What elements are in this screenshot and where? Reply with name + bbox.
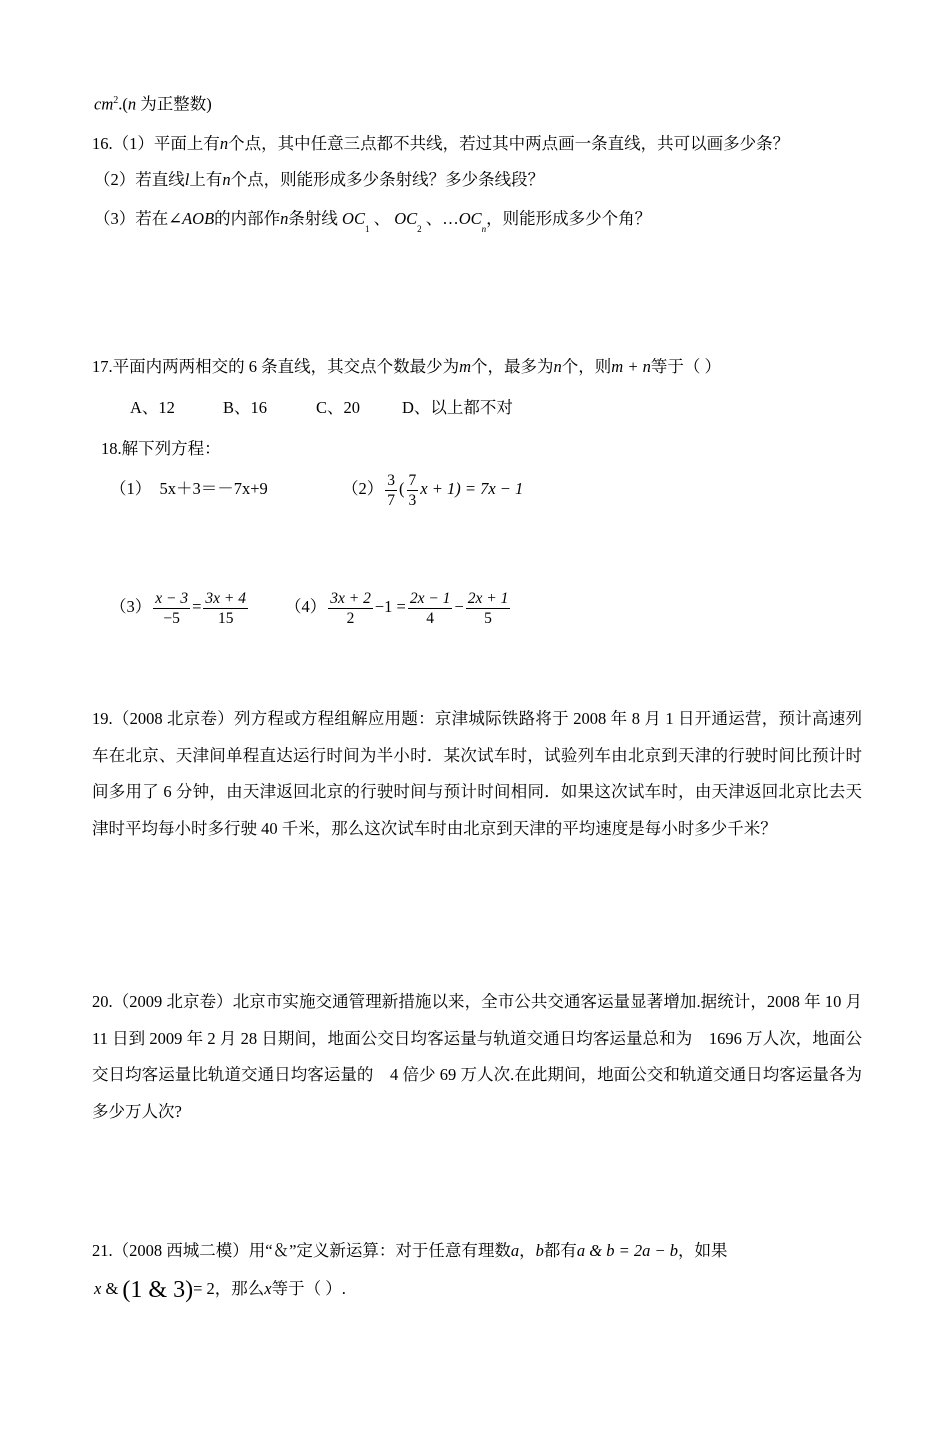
text-frag: （3）若在	[94, 209, 169, 228]
fraction	[466, 589, 511, 628]
angle-aob: ∠AOB	[168, 209, 215, 228]
text-frag: 个，最多为	[471, 357, 554, 376]
equation: 5x＋3＝－7x+9	[159, 479, 268, 498]
numerator: 7	[408, 471, 417, 489]
eq-label: （3）	[110, 597, 152, 616]
denominator: 2	[346, 609, 355, 627]
text-frag: 等于（ ）.	[271, 1279, 346, 1298]
numerator: x − 3	[155, 589, 189, 607]
text-frag: 、…	[425, 209, 459, 228]
text-frag: 16.（1）平面上有	[92, 134, 220, 153]
continued-line	[94, 90, 212, 116]
numerator: 2x + 1	[467, 589, 509, 607]
text-frag: .(	[118, 94, 128, 114]
q18-eq3	[110, 584, 250, 630]
text-frag: 17.平面内两两相交的 6 条直线，其交点个数最少为	[92, 357, 460, 376]
unit-sup: 2	[113, 95, 119, 106]
q16-part1	[92, 133, 789, 155]
text-frag: ，那么	[214, 1279, 265, 1298]
q21-line2	[94, 1278, 346, 1301]
numerator: 3x + 4	[205, 589, 246, 607]
denominator: −5	[163, 609, 180, 627]
text-frag: ，则能形成多少个角？	[486, 209, 652, 228]
definition-expr: a & b = 2a − b	[576, 1241, 679, 1260]
q16-part3	[94, 208, 651, 232]
q20-paragraph: 20.（2009 北京卷）北京市实施交通管理新措施以来，全市公共交通客运量显著增加.据统计，2008 年 10 月 11 日到 2009 年 2 月 28 日期间，地面公交日均客运量与轨道交通日均客运量总和为 1696 万人次，地面公交日均客运量比轨道交通日均客运量的 4 倍少 69 万人次.在此期间，地面公交和轨道交通日均客运量各为多少万人次?	[92, 992, 862, 1121]
numerator: 2x − 1	[409, 589, 451, 607]
fraction	[153, 589, 190, 628]
text-frag: ，如果	[678, 1241, 728, 1260]
q18-eq1	[110, 478, 268, 500]
q19-paragraph: 19.（2008 北京卷）列方程或方程组解应用题：京津城际铁路将于 2008 年 8 月 1 日开通运营，预计高速列车在北京、天津间单程直达运行时间为半小时．某次试车时，试验列车由北京到天津的行驶时间比预计时间多用了 6 分钟，由天津返回北京的行驶时间与预计时间相同．如果这次试车时，由天津返回北京比去天津时平均每小时多行驶 40 千米，那么这次试车时由北京到天津的平均速度是每小时多少千米？	[92, 709, 862, 838]
var-n: n	[553, 357, 562, 376]
ray-oc1: OC	[342, 209, 365, 228]
subscript: n	[481, 224, 487, 234]
q17-stem	[92, 356, 721, 378]
subscript: 2	[417, 224, 422, 234]
q17-option-a: A、12	[130, 398, 175, 417]
q17-option-d: D、以上都不对	[402, 398, 513, 417]
unit-cm: cm	[94, 94, 114, 114]
fraction	[408, 589, 453, 628]
numerator: 3	[387, 471, 395, 489]
equation-rest: x + 1) = 7x − 1	[420, 479, 524, 498]
ray-ocn: OC	[458, 209, 482, 228]
var-l: l	[184, 170, 190, 189]
equals: = 2	[193, 1279, 215, 1298]
minus: −	[454, 597, 464, 616]
var-m: m	[459, 357, 472, 376]
fraction	[407, 471, 419, 510]
text-frag: 21.（2008 西城二模）用“＆”定义新运算：对于任意有理数	[92, 1241, 511, 1260]
text-frag: 个点，其中任意三点都不共线，若过其中两点画一条直线，共可以画多少条？	[228, 134, 790, 153]
expr-m-plus-n: m + n	[611, 357, 651, 376]
q17-option-c: C、20	[316, 398, 361, 417]
q18-eq4	[285, 584, 512, 630]
ray-oc2: OC	[394, 209, 418, 228]
var-x: x	[264, 1279, 272, 1298]
var-b: b	[535, 1241, 544, 1260]
text-frag: 为正整数)	[136, 94, 212, 114]
fraction	[203, 589, 248, 628]
text-frag: 都有	[543, 1241, 577, 1260]
q16-part2	[94, 169, 544, 191]
text-frag: 的内部作	[214, 209, 281, 228]
equation-mid: −1 =	[374, 597, 406, 616]
eq-label: （2）	[342, 479, 384, 498]
text-frag: ，	[519, 1241, 536, 1260]
q17-option-b: B、16	[223, 398, 268, 417]
var-n: n	[127, 94, 137, 114]
denominator: 5	[484, 609, 492, 627]
subscript: 1	[364, 224, 370, 234]
text-frag: 、	[373, 209, 391, 228]
fraction	[328, 589, 373, 628]
var-x: x	[94, 1279, 102, 1298]
q18-eq2	[342, 466, 523, 512]
denominator: 7	[387, 491, 395, 509]
var-n: n	[280, 209, 289, 228]
denominator: 4	[426, 609, 435, 627]
text-frag: 条射线	[288, 209, 338, 228]
var-n: n	[219, 134, 229, 153]
equals: =	[192, 597, 202, 616]
fraction	[385, 471, 397, 510]
ampersand: &	[101, 1279, 123, 1298]
numerator: 3x + 2	[330, 589, 371, 607]
text-frag: 等于（ ）	[650, 357, 721, 376]
text-frag: （2）若直线	[94, 170, 185, 189]
paren: (	[399, 479, 405, 498]
denominator: 3	[408, 491, 417, 509]
text-frag: 个点，则能形成多少条射线？多少条线段？	[230, 170, 545, 189]
q18-title: 18.解下列方程：	[101, 439, 221, 458]
eq-label: （4）	[285, 597, 327, 616]
q21-line1	[92, 1240, 728, 1262]
var-n: n	[222, 170, 231, 189]
denominator: 15	[217, 609, 234, 627]
text-frag: 上有	[189, 170, 223, 189]
var-a: a	[510, 1241, 520, 1260]
eq-label: （1）	[110, 479, 152, 498]
text-frag: 个，则	[561, 357, 612, 376]
paren-expr: (1 & 3)	[122, 1277, 194, 1303]
